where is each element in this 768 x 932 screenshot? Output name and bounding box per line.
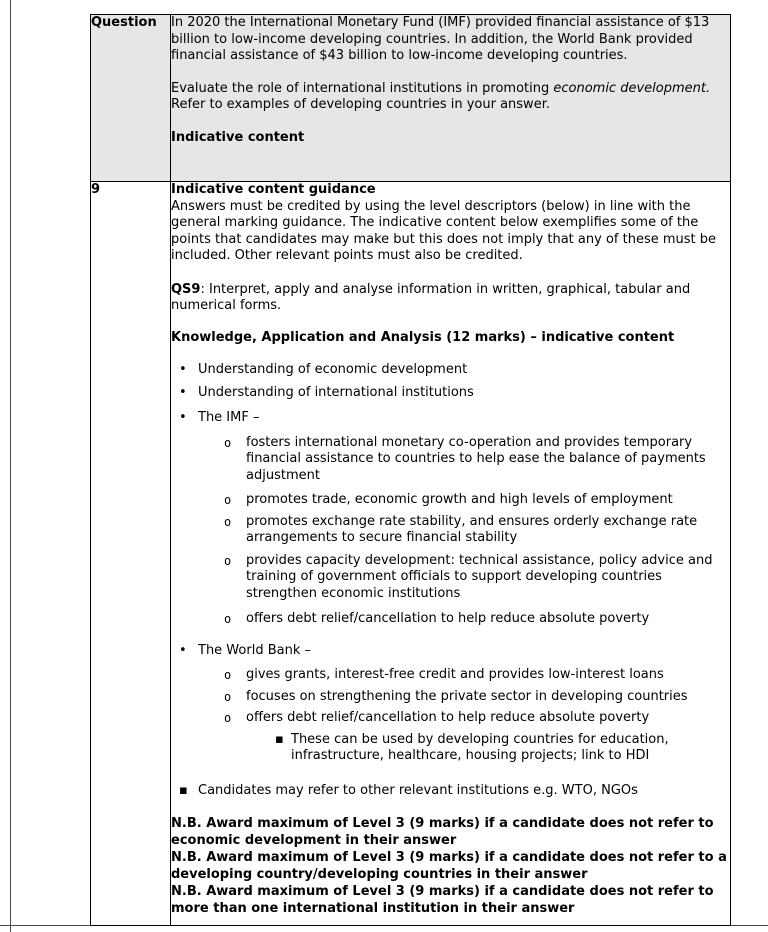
answer-cell <box>171 182 731 926</box>
square-bullet-icon: ▪ <box>275 731 284 747</box>
list-item <box>224 611 730 628</box>
list-item-text: focuses on strengthening the private sector in developing countries <box>246 688 688 704</box>
circle-bullet-icon: o <box>224 435 232 450</box>
bullet-icon: • <box>179 384 187 400</box>
list-item-text: Understanding of international institutions <box>198 384 474 400</box>
list-item <box>179 783 730 800</box>
list-item <box>224 492 730 509</box>
page-left-border <box>10 0 11 932</box>
list-item-text: The World Bank – <box>198 642 311 658</box>
indicative-content-list <box>171 362 730 799</box>
question-number: 9 <box>91 182 101 197</box>
question-number-cell <box>91 182 171 926</box>
list-item <box>179 385 730 402</box>
list-item <box>179 410 730 427</box>
list-item <box>224 689 730 706</box>
circle-bullet-icon: o <box>224 514 232 529</box>
list-item-text: offers debt relief/cancellation to help reduce absolute poverty <box>246 611 650 626</box>
question-column-label: Question <box>91 15 157 30</box>
stimulus-paragraph: In 2020 the International Monetary Fund (IMF) provided financial assistance of $13 billion to low-income developing countries. In addition, the World Bank provided financial assistance of $43 billion to low-income developing countries. <box>171 15 710 63</box>
circle-bullet-icon: o <box>224 689 232 704</box>
square-bullet-icon: ▪ <box>179 782 188 798</box>
list-item <box>224 667 730 684</box>
list-item <box>224 435 730 485</box>
bullet-icon: • <box>179 410 187 425</box>
circle-bullet-icon: o <box>224 553 232 568</box>
list-item-text: promotes exchange rate stability, and ensures orderly exchange rate arrangements to secure financial stability <box>246 513 698 545</box>
list-item <box>275 732 730 765</box>
list-item-text: Candidates may refer to other relevant institutions e.g. WTO, NGOs <box>198 782 638 798</box>
qs-body: : Interpret, apply and analyse information in written, graphical, tabular and numerical forms. <box>171 281 691 313</box>
list-item-text: fosters international monetary co-operation and provides temporary financial assistance to countries to help ease the balance of payments adjustment <box>246 434 706 483</box>
list-item <box>224 514 730 547</box>
list-item <box>224 553 730 603</box>
list-item-text: Understanding of economic development <box>198 362 468 377</box>
circle-bullet-icon: o <box>224 668 232 682</box>
list-item-text: offers debt relief/cancellation to help reduce absolute poverty <box>246 710 650 725</box>
mark-scheme-table <box>90 14 731 926</box>
kaa-heading: Knowledge, Application and Analysis (12 marks) – indicative content <box>171 329 675 345</box>
list-item <box>179 362 730 379</box>
qs-paragraph <box>171 282 730 315</box>
list-item-text: The IMF – <box>198 410 260 425</box>
list-item <box>224 710 730 727</box>
question-cell <box>171 15 731 182</box>
nb-note: N.B. Award maximum of Level 3 (9 marks) if a candidate does not refer to economic development in their answer <box>171 816 714 848</box>
nb-note: N.B. Award maximum of Level 3 (9 marks) if a candidate does not refer to a developing country/developing countries in their answer <box>171 850 727 882</box>
indicative-content-label: Indicative content <box>171 129 305 145</box>
list-item-text: promotes trade, economic growth and high levels of employment <box>246 492 673 507</box>
task-italic-phrase: economic development. <box>553 80 711 96</box>
circle-bullet-icon: o <box>224 612 232 626</box>
task-prefix: Evaluate the role of international institutions in promoting <box>171 80 554 96</box>
task-paragraph <box>171 81 730 114</box>
list-item-text: gives grants, interest-free credit and provides low-interest loans <box>246 667 664 682</box>
bullet-icon: • <box>179 362 187 377</box>
bullet-icon: • <box>179 642 187 658</box>
list-item-text: These can be used by developing countries for education, infrastructure, healthcare, housing projects; link to HDI <box>291 731 669 763</box>
nb-notes <box>171 815 730 917</box>
guidance-title: Indicative content guidance <box>171 182 376 197</box>
task-suffix: Refer to examples of developing countries in your answer. <box>171 97 550 112</box>
nb-note: N.B. Award maximum of Level 3 (9 marks) if a candidate does not refer to more than one international institution in their answer <box>171 884 714 916</box>
circle-bullet-icon: o <box>224 711 232 725</box>
circle-bullet-icon: o <box>224 493 232 507</box>
list-item <box>179 643 730 660</box>
question-label-cell <box>91 15 171 182</box>
qs-label: QS9 <box>171 281 201 297</box>
list-item-text: provides capacity development: technical assistance, policy advice and training of government officials to support developing countries strengthen economic institutions <box>246 552 713 601</box>
question-header-row <box>91 15 731 182</box>
answer-row <box>91 182 731 926</box>
guidance-body: Answers must be credited by using the level descriptors (below) in line with the general marking guidance. The indicative content below exemplifies some of the points that candidates may make but this does not imply that any of these must be included. Other relevant points must also be credited. <box>171 198 716 263</box>
